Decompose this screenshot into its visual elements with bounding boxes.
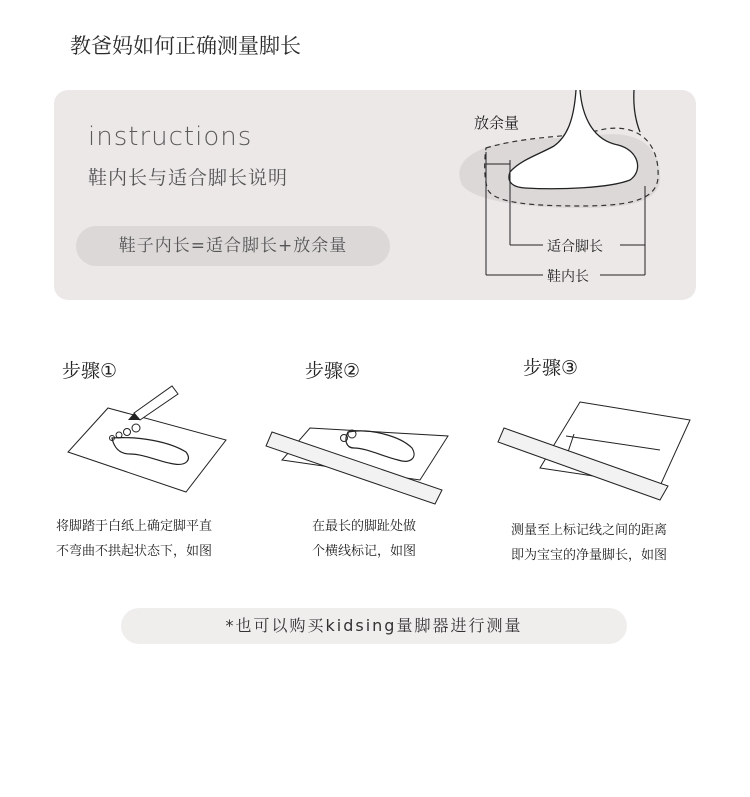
formula-pill: 鞋子内长=适合脚长+放余量 [76,226,390,266]
allowance-label: 放余量 [474,114,520,132]
inner-length-label: 鞋内长 [547,269,589,285]
page-title: 教爸妈如何正确测量脚长 [70,34,301,58]
panel-subtitle: 鞋内长与适合脚长说明 [88,167,289,189]
panel-english-title: instructions [88,122,253,152]
step-3-description: 测量至上标记线之间的距离 即为宝宝的净量脚长，如图 [511,523,668,563]
step-1-description: 将脚踏于白纸上确定脚平直 不弯曲不拱起状态下，如图 [56,519,213,559]
paper-sheet [68,408,226,492]
step-2-description: 在最长的脚趾处做 个横线标记，如图 [312,519,417,559]
step-1-label: 步骤① [62,360,118,382]
step-1-illustration [60,380,230,500]
fit-length-label: 适合脚长 [547,239,603,255]
pencil [134,386,178,420]
step-3-illustration [500,398,690,503]
kidsing-note: *也可以购买kidsing量脚器进行测量 [121,608,627,644]
step-2-label: 步骤② [305,360,361,382]
leg-line [634,90,640,132]
step-2-illustration [270,400,445,505]
step-3-label: 步骤③ [523,357,579,379]
